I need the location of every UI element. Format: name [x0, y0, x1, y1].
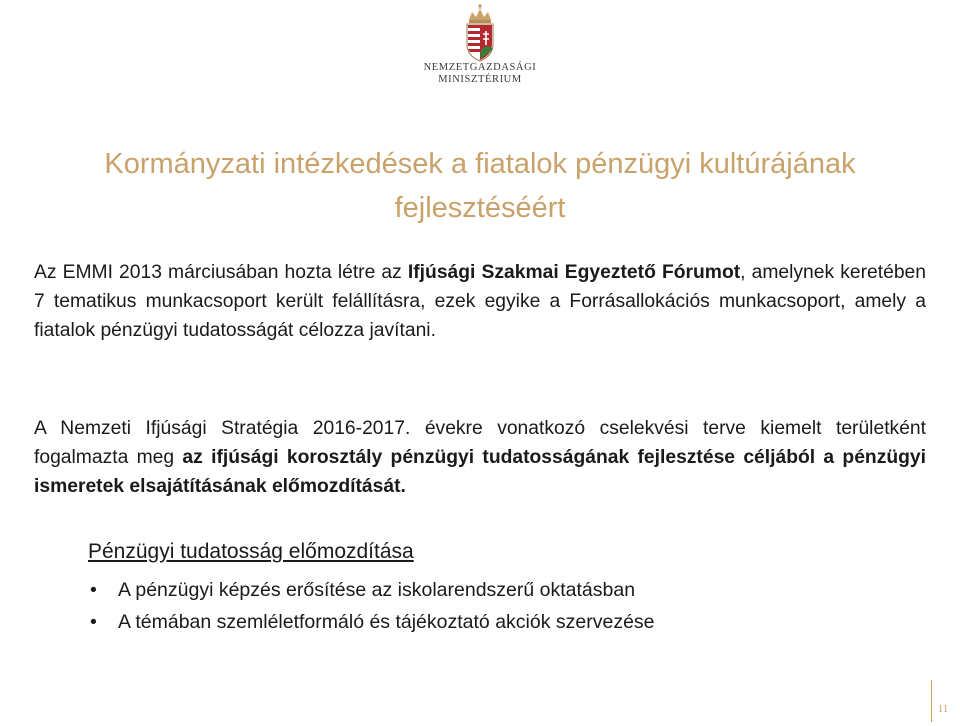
p1-text-end: , amelynek keretében 7 tematikus munkacsoport került felállításra, ezek egyike a Forrásallokációs munkacsoport, amely a fiatalok pénzügyi tudatosságát célozza javítani.: [34, 262, 926, 341]
p2-bold-goal: az ifjúsági korosztály pénzügyi tudatosságának fejlesztése céljából a pénzügyi ismeretek elsajátításának előmozdítását.: [34, 447, 926, 497]
paragraph-youth-strategy: [34, 414, 926, 501]
paragraph-emmi-forum: [34, 258, 926, 345]
title-line-2: fejlesztéséért: [394, 192, 566, 224]
subheading-financial-awareness: Pénzügyi tudatosság előmozdítása: [88, 540, 414, 563]
logo-text-line2: MINISZTÉRIUM: [438, 74, 522, 85]
slide-title: [40, 142, 920, 230]
p1-bold-forum: Ifjúsági Szakmai Egyeztető Fórumot: [407, 262, 741, 283]
list-item: [88, 574, 655, 606]
bullet-text-1: A pénzügyi képzés erősítése az iskolarendszerű oktatásban: [118, 579, 636, 601]
bullet-text-2: A témában szemléletformáló és tájékoztató akciók szervezése: [118, 611, 655, 633]
list-item: [88, 606, 655, 638]
p2-text-start: A Nemzeti Ifjúsági Stratégia 2016-2017. évekre vonatkozó cselekvési terve kiemelt területként fogalmazta meg: [34, 418, 926, 468]
bullet-icon: •: [90, 611, 97, 633]
ministry-logo: [418, 4, 542, 96]
p1-text-start: Az EMMI 2013 márciusában hozta létre az: [34, 262, 408, 283]
hungarian-coat-of-arms-icon: [463, 4, 497, 62]
title-line-1: Kormányzati intézkedések a fiatalok pénzügyi kultúrájának: [104, 148, 856, 180]
bullet-icon: •: [90, 579, 97, 601]
bullet-list: [88, 574, 655, 638]
logo-text-line1: NEMZETGAZDASÁGI: [423, 62, 537, 73]
page-number: 11: [931, 696, 954, 722]
